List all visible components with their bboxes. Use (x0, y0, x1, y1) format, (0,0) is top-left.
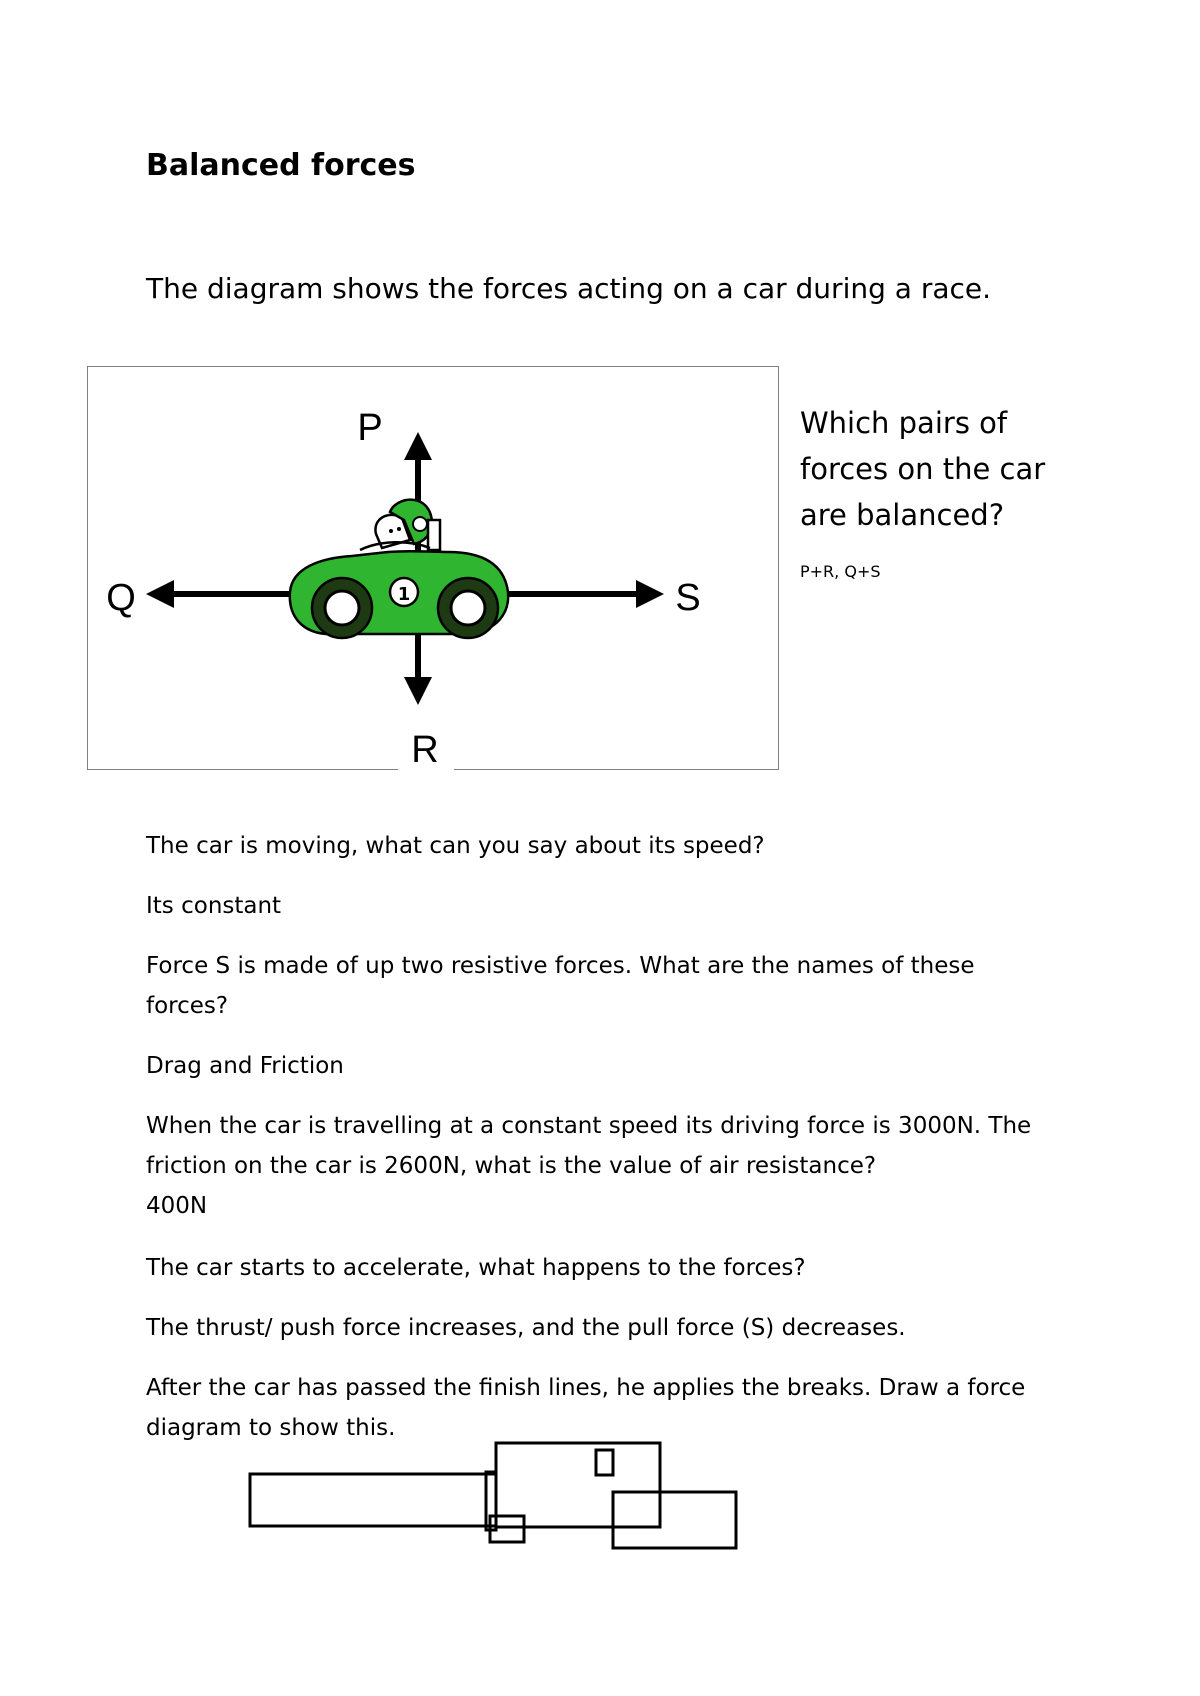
sketch-rect (596, 1450, 613, 1475)
label-r: R (411, 729, 439, 771)
question-3: When the car is travelling at a constant speed its driving force is 3000N. The friction on the car is 2600N, what is the value of air resistance? (146, 1113, 1032, 1179)
label-q: Q (106, 577, 136, 619)
question-5: After the car has passed the finish lines, he applies the breaks. Draw a force diagram to show this. (146, 1375, 1026, 1441)
label-p: P (357, 407, 383, 449)
side-question: Which pairs of forces on the car are balanced? (800, 406, 1046, 532)
sketch-rect (613, 1492, 736, 1548)
question-1: The car is moving, what can you say about its speed? (146, 833, 765, 859)
intro-text: The diagram shows the forces acting on a car during a race. (146, 272, 992, 305)
answer-2: Drag and Friction (146, 1053, 344, 1079)
question-2: Force S is made of up two resistive forces. What are the names of these forces? (146, 953, 975, 1019)
label-s: S (675, 577, 701, 619)
sketch-rect (496, 1443, 660, 1527)
answer-4: The thrust/ push force increases, and the pull force (S) decreases. (146, 1315, 906, 1341)
side-answer: P+R, Q+S (800, 562, 881, 581)
question-4: The car starts to accelerate, what happens to the forces? (146, 1255, 806, 1281)
car-number: 1 (397, 584, 411, 605)
page-title: Balanced forces (146, 148, 416, 183)
sketch-rect (250, 1474, 496, 1526)
answer-1: Its constant (146, 893, 282, 919)
answer-3: 400N (146, 1193, 208, 1219)
